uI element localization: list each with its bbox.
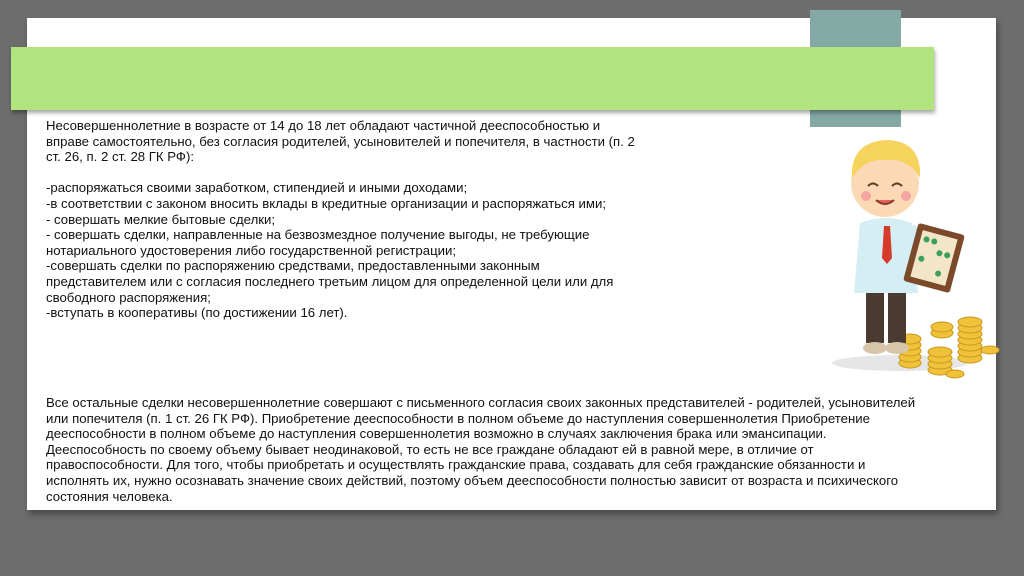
boy-with-abacus-and-coins-icon bbox=[830, 128, 1005, 383]
paragraph-rights-list: Несовершеннолетние в возрасте от 14 до 18 лет обладают частичной дееспособностью и вправе самостоятельно, без согласия родителей, усыновителей и попечителя, в частности (п. 2 ст. 26, п. 2 ст. 28 ГК РФ): -распоряжаться своими заработком, стипендией и иными доходами; -в соответствии с законом вносить вклады в кредитные организации и распоряжаться ими; - совершать мелкие бытовые сделки; - совершать сделки, направленные на безвозмездное получение выгоды, не требующие нотариального удостоверения либо государственной регистрации; -совершать сделки по распоряжению средствами, предоставленными законным представителем или с согласия последнего третьим лицом для определенной цели или для свободного распоряжения; -вступать в кооперативы (по достижении 16 лет). bbox=[46, 118, 635, 321]
title-banner bbox=[11, 47, 934, 110]
paragraph-summary: Все остальные сделки несовершеннолетние совершают с письменного согласия своих законных представителей - родителей, усыновителей или попечителя (п. 1 ст. 26 ГК РФ). Приобретение дееспособности в полном объеме до наступления совершеннолетия Приобретение дееспособности в полном объеме до наступления совершеннолетия возможно в случаях заключения брака или эмансипации. Дееспособность по своему объему бывает неодинаковой, то есть не все граждане обладают ей в равной мере, в отличие от правоспособности. Для того, чтобы приобретать и осуществлять гражданские права, создавать для себя гражданские обязанности и исполнять их, нужно осознавать значение своих действий, поэтому объем дееспособности полностью зависит от возраста и психического состояния человека. bbox=[46, 395, 916, 504]
